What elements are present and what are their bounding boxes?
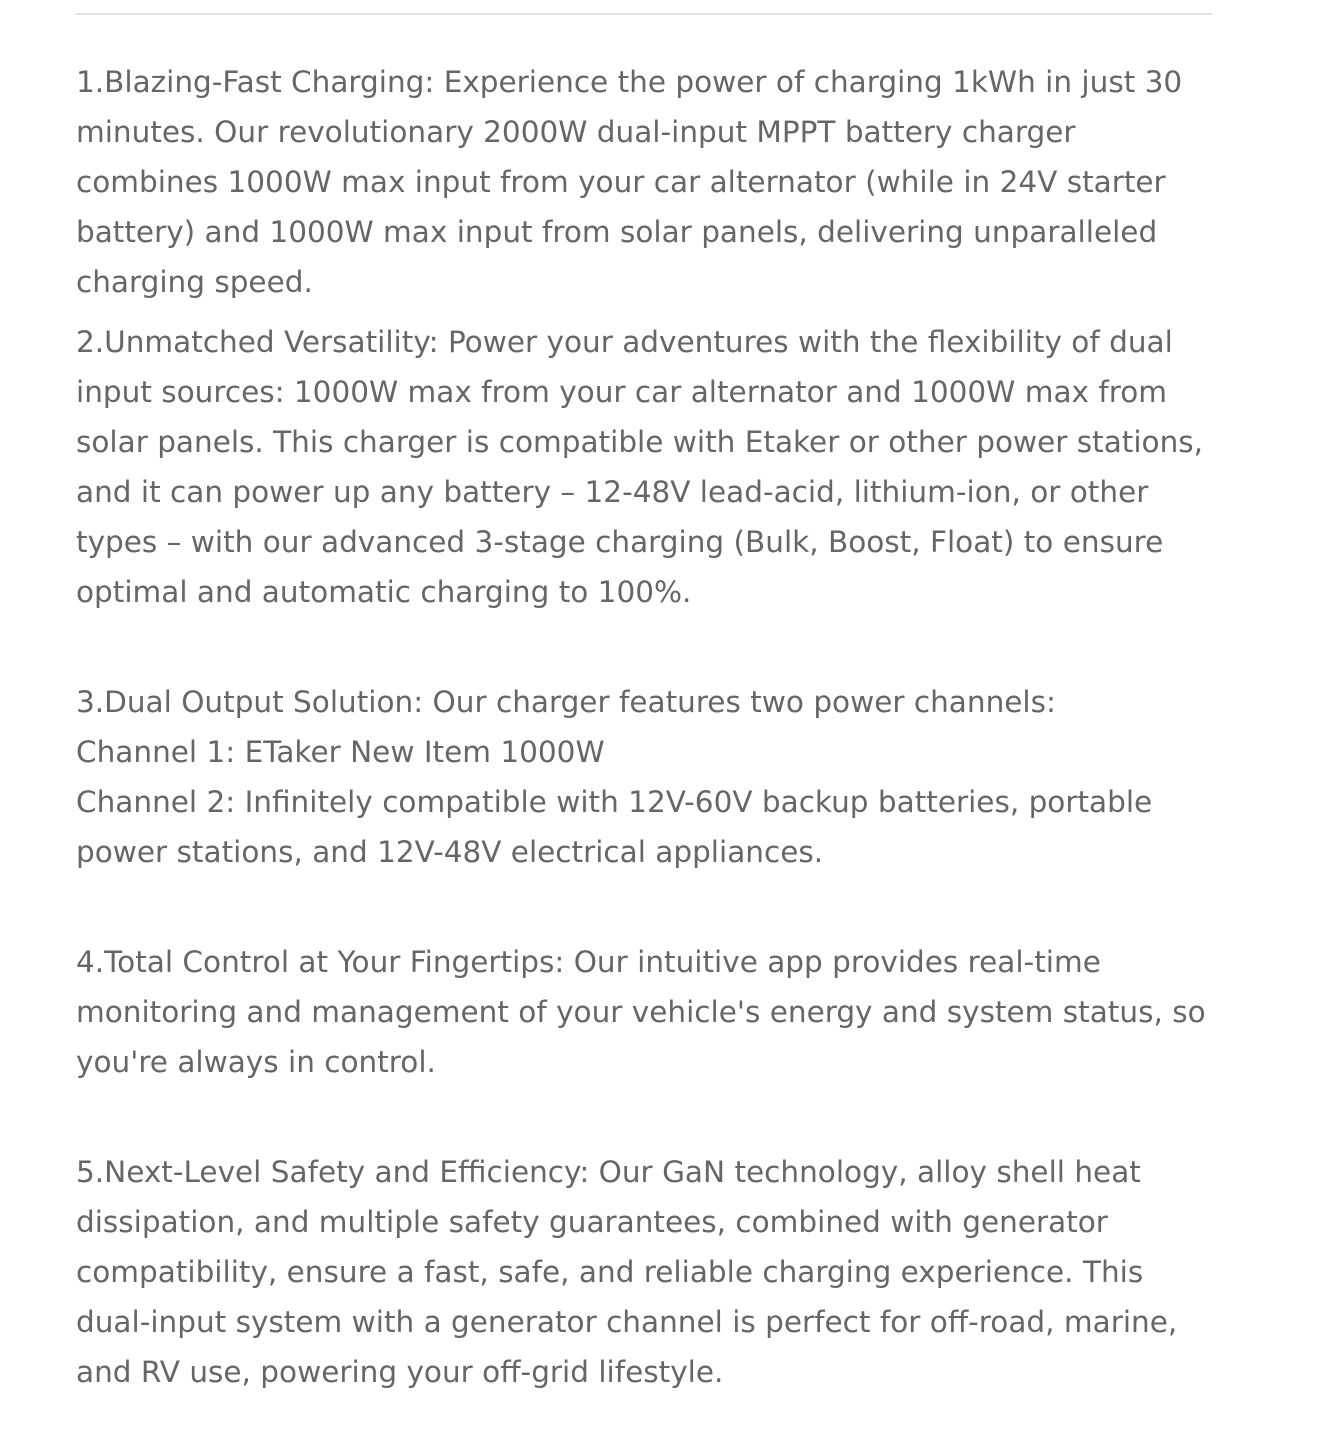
- text-line: 4.Total Control at Your Fingertips: Our intuitive app provides real-time: [76, 945, 1101, 979]
- text-line: 5.Next-Level Safety and Efficiency: Our GaN technology, alloy shell heat: [76, 1155, 1141, 1189]
- text-line: minutes. Our revolutionary 2000W dual-input MPPT battery charger: [76, 115, 1076, 149]
- paragraph-spacer: [76, 877, 1216, 937]
- text-line: Channel 1: ETaker New Item 1000W: [76, 735, 605, 769]
- feature-unmatched-versatility: [76, 317, 1216, 617]
- text-line: monitoring and management of your vehicle's energy and system status, so: [76, 995, 1206, 1029]
- text-line: Channel 2: Infinitely compatible with 12V-60V backup batteries, portable: [76, 785, 1153, 819]
- top-divider: [76, 13, 1212, 15]
- paragraph-spacer: [76, 1087, 1216, 1147]
- feature-blazing-fast-charging: [76, 57, 1216, 307]
- feature-total-control: [76, 937, 1216, 1087]
- feature-description: [76, 57, 1216, 1397]
- text-line: battery) and 1000W max input from solar panels, delivering unparalleled: [76, 215, 1158, 249]
- text-line: and RV use, powering your off-grid lifestyle.: [76, 1355, 724, 1389]
- text-line: input sources: 1000W max from your car alternator and 1000W max from: [76, 375, 1168, 409]
- text-line: combines 1000W max input from your car alternator (while in 24V starter: [76, 165, 1166, 199]
- text-line: 3.Dual Output Solution: Our charger features two power channels:: [76, 685, 1056, 719]
- paragraph-spacer: [76, 617, 1216, 677]
- text-line: compatibility, ensure a fast, safe, and reliable charging experience. This: [76, 1255, 1144, 1289]
- text-line: and it can power up any battery – 12-48V lead-acid, lithium-ion, or other: [76, 475, 1149, 509]
- text-line: types – with our advanced 3-stage charging (Bulk, Boost, Float) to ensure: [76, 525, 1164, 559]
- text-line: dual-input system with a generator channel is perfect for off-road, marine,: [76, 1305, 1178, 1339]
- text-line: you're always in control.: [76, 1045, 436, 1079]
- text-line: power stations, and 12V-48V electrical appliances.: [76, 835, 824, 869]
- feature-dual-output-solution: [76, 677, 1216, 877]
- text-line: 1.Blazing-Fast Charging: Experience the power of charging 1kWh in just 30: [76, 65, 1183, 99]
- text-line: solar panels. This charger is compatible with Etaker or other power stations,: [76, 425, 1204, 459]
- feature-safety-efficiency: [76, 1147, 1216, 1397]
- text-line: 2.Unmatched Versatility: Power your adventures with the flexibility of dual: [76, 325, 1173, 359]
- text-line: dissipation, and multiple safety guarantees, combined with generator: [76, 1205, 1108, 1239]
- paragraph-spacer: [76, 307, 1216, 317]
- text-line: charging speed.: [76, 265, 313, 299]
- text-line: optimal and automatic charging to 100%.: [76, 575, 692, 609]
